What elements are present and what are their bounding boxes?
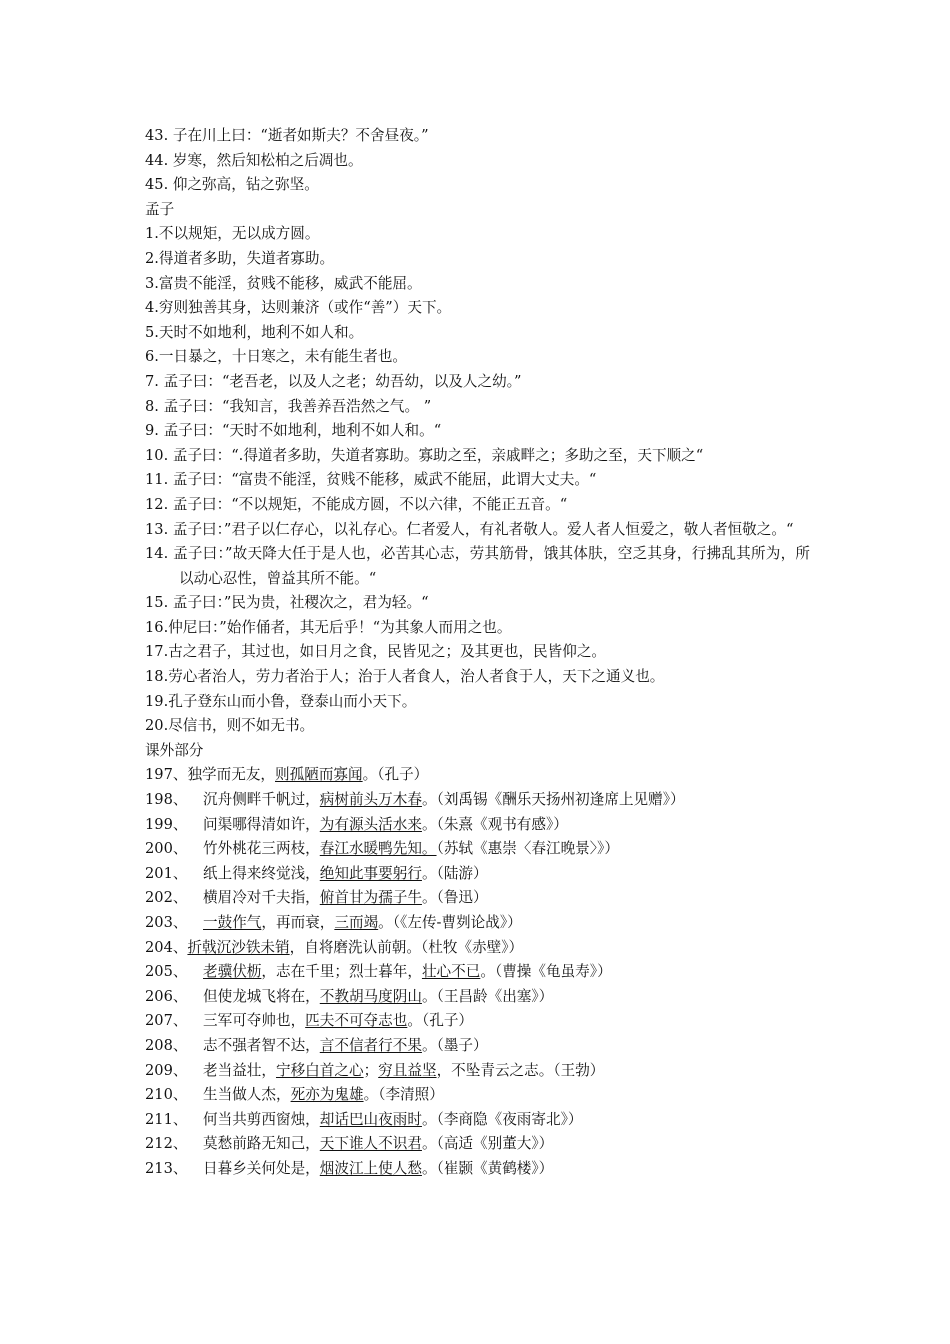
verse-text: 。（刘禹锡《酬乐天扬州初逢席上见赠》）	[421, 791, 685, 809]
item-number: 210、	[145, 1086, 188, 1104]
verse-text: 何当共剪西窗烛，	[203, 1110, 320, 1128]
verse-text: 莫愁前路无知己，	[203, 1135, 320, 1153]
verse-text: 。（李清照）	[363, 1086, 444, 1104]
underlined-answer: 死亦为鬼雄	[290, 1086, 364, 1104]
kewai-item	[145, 911, 810, 936]
kewai-item	[145, 886, 810, 911]
kewai-item	[145, 788, 810, 813]
verse-text: 生当做人杰，	[203, 1086, 291, 1104]
kewai-item	[145, 763, 810, 788]
verse-text: 。（高适《别董大》）	[421, 1135, 554, 1153]
quote-line: 45. 仰之弥高，钻之弥坚。	[145, 176, 319, 194]
lunyu-tail	[145, 124, 810, 198]
verse-text: 。（《左传-曹刿论战》）	[378, 914, 522, 931]
item-number: 205、	[145, 963, 188, 981]
kewai-item	[145, 1083, 810, 1108]
verse-text: ，再而衰，	[261, 914, 335, 931]
mengzi-line: 16.仲尼曰：”始作俑者，其无后乎！“为其象人而用之也。	[145, 618, 512, 636]
quote-line: 43. 子在川上曰：“逝者如斯夫？不舍昼夜。”	[145, 127, 429, 144]
underlined-answer: 宁移白首之心	[275, 1061, 364, 1079]
mengzi-line: 11. 孟子曰：“富贵不能淫，贫贱不能移，威武不能屈，此谓大丈夫。“	[145, 471, 597, 489]
item-number: 207、	[145, 1012, 188, 1030]
item-number: 204、	[145, 938, 188, 956]
kewai-item	[145, 985, 810, 1010]
verse-text: 独学而无友，	[187, 766, 276, 784]
section-heading-kewai: 课外部分	[145, 741, 204, 759]
kewai-item	[145, 936, 810, 961]
verse-text: 纸上得来终觉浅，	[203, 864, 320, 882]
verse-text: 。（王昌龄《出塞》）	[421, 987, 554, 1005]
verse-text: 。（陆游）	[421, 864, 488, 882]
kewai-item	[145, 960, 810, 985]
verse-text: 问渠哪得清如许，	[203, 815, 320, 833]
quote-line: 44. 岁寒，然后知松柏之后凋也。	[145, 151, 363, 169]
mengzi-line: 18.劳心者治人，劳力者治于人；治于人者食人，治人者食于人，天下之通义也。	[145, 668, 665, 686]
underlined-answer: 一鼓作气	[203, 914, 262, 931]
item-number: 206、	[145, 987, 188, 1005]
document-body	[145, 124, 810, 1182]
underlined-answer: 病树前头万木春	[319, 791, 422, 809]
item-number: 200、	[145, 840, 188, 858]
mengzi-line: 7. 孟子曰：“老吾老，以及人之老；幼吾幼，以及人之幼。”	[145, 372, 522, 390]
mengzi-line: 13. 孟子曰：”君子以仁存心，以礼存心。仁者爱人，有礼者敬人。爱人者人恒爱之，敬人者恒敬之。“	[145, 520, 794, 538]
mengzi-line: 15. 孟子曰：”民为贵，社稷次之，君为轻。“	[145, 594, 429, 612]
verse-text: 。（崔颢《黄鹤楼》）	[421, 1159, 554, 1177]
kewai-item	[145, 813, 810, 838]
item-number: 199、	[145, 815, 188, 833]
mengzi-line: 10. 孟子曰：“.得道者多助，失道者寡助。寡助之至，亲戚畔之；多助之至，天下顺之“	[145, 446, 704, 464]
underlined-answer: 壮心不已	[421, 963, 481, 981]
verse-text: 竹外桃花三两枝，	[203, 840, 320, 858]
item-number: 213、	[145, 1159, 188, 1177]
underlined-answer: 穷且益坚	[378, 1061, 437, 1079]
underlined-answer: 春江水暖鸭先知。	[319, 840, 437, 858]
mengzi-line: 9. 孟子曰：“天时不如地利，地利不如人和。“	[145, 422, 442, 440]
mengzi-line: 3.富贵不能淫，贫贱不能移，威武不能屈。	[145, 274, 422, 292]
kewai-item	[145, 1108, 810, 1133]
mengzi-line: 2.得道者多助，失道者寡助。	[145, 249, 335, 267]
mengzi-line: 4.穷则独善其身，达则兼济（或作“善”）天下。	[145, 299, 452, 317]
mengzi-line: 6.一日暴之，十日寒之，未有能生者也。	[145, 348, 408, 366]
verse-text: 老当益壮，	[203, 1061, 276, 1079]
verse-text: 。（鲁迅）	[421, 889, 488, 907]
underlined-answer: 却话巴山夜雨时	[319, 1110, 422, 1128]
mengzi-line: 8. 孟子曰：“我知言，我善养吾浩然之气。 ”	[145, 397, 432, 415]
mengzi-line: 5.天时不如地利，地利不如人和。	[145, 323, 364, 341]
verse-text: ；	[363, 1061, 379, 1079]
item-number: 202、	[145, 889, 188, 907]
underlined-answer: 烟波江上使人愁	[319, 1159, 422, 1177]
verse-text: 。（朱熹《观书有感》）	[421, 815, 568, 833]
item-number: 212、	[145, 1135, 188, 1153]
underlined-answer: 不教胡马度阴山	[319, 987, 422, 1005]
verse-text: 志不强者智不达，	[203, 1036, 320, 1054]
underlined-answer: 为有源头活水来	[319, 815, 422, 833]
underlined-answer: 老骥伏枥	[203, 963, 262, 981]
mengzi-line: 1.不以规矩，无以成方圆。	[145, 225, 320, 243]
underlined-answer: 绝知此事要躬行	[319, 864, 422, 882]
verse-text: 横眉冷对千夫指，	[203, 889, 320, 907]
mengzi-line: 12. 孟子曰：“不以规矩，不能成方圆，不以六律，不能正五音。“	[145, 495, 568, 513]
kewai-item	[145, 1059, 810, 1084]
verse-text: 。（墨子）	[421, 1036, 488, 1054]
kewai-item	[145, 1009, 810, 1034]
verse-text: 日暮乡关何处是，	[203, 1159, 320, 1177]
kewai-item	[145, 837, 810, 862]
mengzi-line: 20.尽信书，则不如无书。	[145, 717, 315, 735]
mengzi-list	[145, 222, 810, 738]
underlined-answer: 匹夫不可夺志也	[305, 1012, 408, 1030]
underlined-answer: 天下谁人不识君	[319, 1135, 422, 1153]
section-heading-mengzi: 孟子	[145, 200, 175, 218]
underlined-answer: 则孤陋而寡闻	[275, 766, 363, 784]
verse-text: 三军可夺帅也，	[203, 1012, 306, 1030]
underlined-answer: 折戟沉沙铁未销	[187, 938, 290, 956]
verse-text: （苏轼《惠崇〈春江晚景〉》）	[436, 840, 619, 858]
item-number: 198、	[145, 791, 188, 809]
item-number: 209、	[145, 1061, 188, 1079]
mengzi-line: 17.古之君子，其过也，如日月之食，民皆见之；及其更也，民皆仰之。	[145, 643, 607, 661]
underlined-answer: 言不信者行不果	[319, 1036, 422, 1054]
item-number: 201、	[145, 864, 188, 882]
mengzi-line: 14. 孟子曰：”故天降大任于是人也，必苦其心志，劳其筋骨，饿其体肤，空乏其身，行拂乱其所为，所以动心忍性，曾益其所不能。“	[145, 545, 810, 587]
kewai-item	[145, 1157, 810, 1182]
item-number: 211、	[145, 1110, 188, 1128]
kewai-item	[145, 862, 810, 887]
verse-text: 。（李商隐《夜雨寄北》）	[421, 1110, 583, 1128]
item-number: 197、	[145, 766, 188, 784]
item-number: 208、	[145, 1036, 188, 1054]
mengzi-line: 19.孔子登东山而小鲁，登泰山而小天下。	[145, 692, 417, 710]
underlined-answer: 俯首甘为孺子牛	[319, 889, 422, 907]
underlined-answer: 三而竭	[334, 914, 379, 931]
kewai-item	[145, 1034, 810, 1059]
kewai-item	[145, 1132, 810, 1157]
verse-text: 但使龙城飞将在，	[203, 987, 320, 1005]
verse-text: ，志在千里；烈士暮年，	[261, 963, 422, 981]
verse-text: 。（曹操《龟虽寿》）	[480, 963, 612, 981]
verse-text: 。（孔子）	[362, 766, 429, 784]
kewai-list	[145, 763, 810, 1181]
verse-text: 。（孔子）	[407, 1012, 474, 1030]
verse-text: 沉舟侧畔千帆过，	[203, 791, 320, 809]
verse-text: ，自将磨洗认前朝。（杜牧《赤壁》）	[289, 938, 524, 956]
verse-text: ，不坠青云之志。（王勃）	[436, 1061, 605, 1079]
item-number: 203、	[145, 914, 188, 931]
